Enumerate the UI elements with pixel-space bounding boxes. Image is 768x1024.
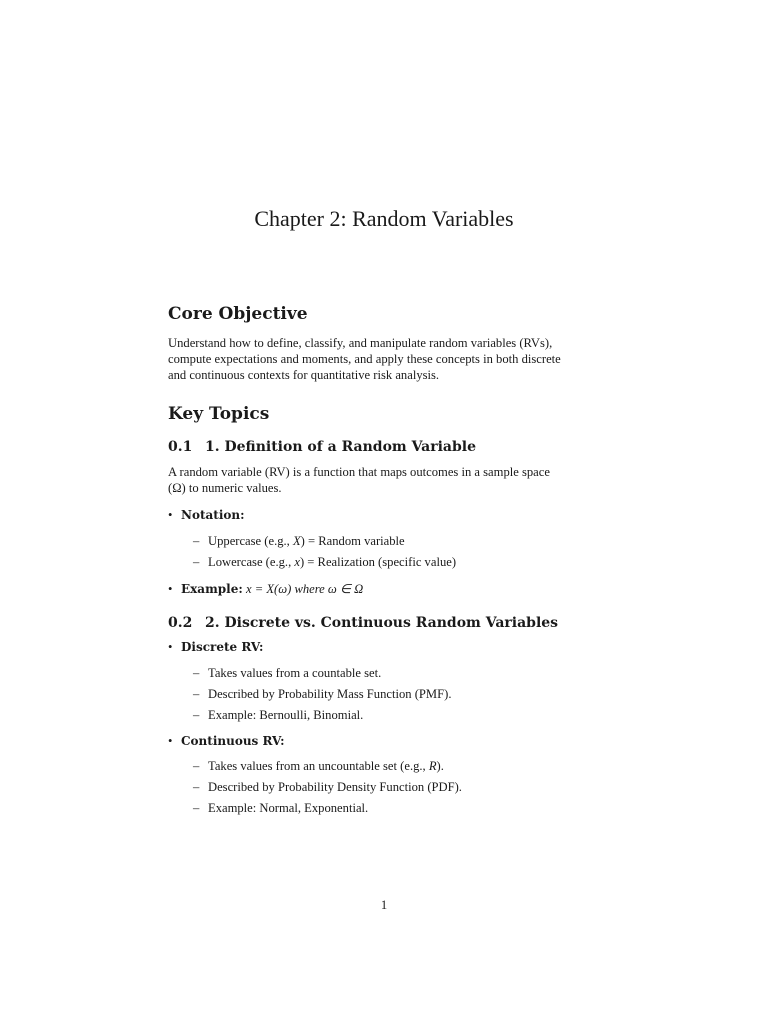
bullet-dot: • — [168, 582, 173, 596]
definition-paragraph — [168, 464, 608, 496]
section-heading-0-1 — [168, 439, 476, 455]
sub-item-text: Described by Probability Density Function (PDF). — [208, 780, 462, 794]
section-title: 1. Definition of a Random Variable — [205, 439, 477, 455]
section-heading-0-2 — [168, 615, 558, 631]
bullet-dot: • — [168, 640, 173, 654]
math-symbol: x — [294, 555, 300, 569]
sub-item-continuous — [193, 801, 368, 816]
sub-item-lowercase — [193, 555, 456, 570]
bullet-dot: • — [168, 734, 173, 748]
core-objective-heading: Core Objective — [168, 304, 308, 324]
sub-item-text: Takes values from a countable set. — [208, 666, 382, 680]
sub-item-continuous — [193, 780, 462, 795]
sub-item-discrete — [193, 687, 451, 702]
sub-item-text: ) = Realization (specific value) — [299, 555, 457, 569]
bullet-dot: • — [168, 508, 173, 522]
bullet-example — [168, 581, 363, 597]
sub-item-discrete — [193, 666, 381, 681]
section-number: 0.1 — [168, 439, 193, 455]
sub-item-text: ). — [436, 759, 444, 773]
dash-marker: – — [193, 708, 200, 722]
key-topics-heading: Key Topics — [168, 404, 270, 424]
definition-line: (Ω) to numeric values. — [168, 481, 282, 495]
sub-item-uppercase — [193, 534, 405, 549]
definition-line: A random variable (RV) is a function that maps outcomes in a sample space — [168, 465, 550, 479]
dash-marker: – — [193, 555, 200, 569]
bullet-discrete — [168, 640, 263, 655]
bullet-label: Notation: — [181, 508, 245, 522]
sub-item-text: Uppercase (e.g., — [208, 534, 293, 548]
core-objective-line: Understand how to define, classify, and manipulate random variables (RVs), — [168, 336, 553, 350]
bullet-label: Example: — [181, 582, 243, 596]
dash-marker: – — [193, 666, 200, 680]
core-objective-line: and continuous contexts for quantitative risk analysis. — [168, 368, 440, 382]
sub-item-text: Lowercase (e.g., — [208, 555, 295, 569]
sub-item-text: ) = Random variable — [300, 534, 405, 548]
dash-marker: – — [193, 801, 200, 815]
example-formula: x = X(ω) where ω ∈ Ω — [245, 582, 364, 596]
bullet-label: Discrete RV: — [181, 640, 264, 654]
dash-marker: – — [193, 759, 200, 773]
sub-item-discrete — [193, 708, 363, 723]
math-symbol: R — [428, 759, 437, 773]
sub-item-text: Takes values from an uncountable set (e.g., — [208, 759, 429, 773]
dash-marker: – — [193, 780, 200, 794]
dash-marker: – — [193, 687, 200, 701]
bullet-notation — [168, 508, 245, 523]
core-objective-paragraph — [168, 335, 608, 383]
section-number: 0.2 — [168, 615, 193, 631]
sub-item-text: Example: Bernoulli, Binomial. — [208, 708, 364, 722]
chapter-title: Chapter 2: Random Variables — [254, 206, 514, 231]
bullet-label: Continuous RV: — [181, 734, 285, 748]
sub-item-continuous — [193, 759, 444, 774]
core-objective-line: compute expectations and moments, and apply these concepts in both discrete — [168, 352, 561, 366]
math-symbol: X — [292, 534, 301, 548]
page-number: 1 — [380, 898, 388, 912]
dash-marker: – — [193, 534, 200, 548]
sub-item-text: Described by Probability Mass Function (PMF). — [208, 687, 452, 701]
sub-item-text: Example: Normal, Exponential. — [208, 801, 369, 815]
bullet-continuous — [168, 734, 285, 749]
section-title: 2. Discrete vs. Continuous Random Variables — [205, 615, 559, 631]
